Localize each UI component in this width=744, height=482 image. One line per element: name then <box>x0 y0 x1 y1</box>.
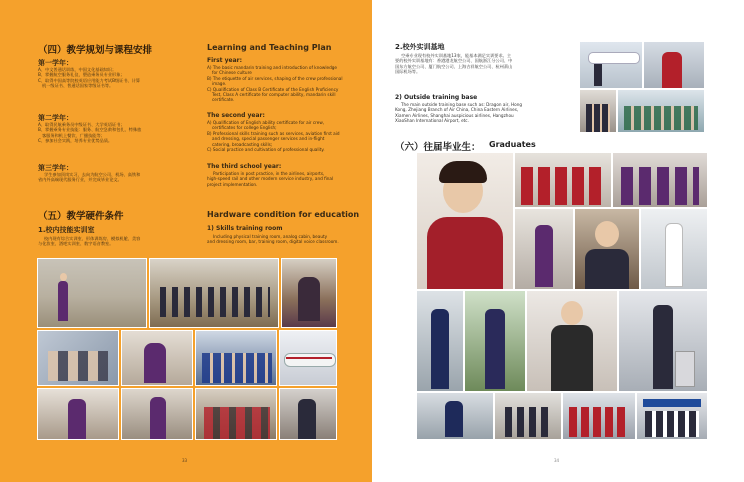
photo-graduate-terminal <box>641 209 707 289</box>
photo-graduates-purple <box>613 153 707 207</box>
page-number-right: 34 <box>554 458 560 463</box>
photo-graduate-portrait <box>417 153 513 289</box>
section5-title: （五）教学硬件条件 <box>38 211 124 222</box>
year1-text-cn: A、中文普通话训练，中国文化基础知识； B、掌握航空服务礼仪，塑造乘务员专业形象； C、取得中国高等院校英语应用能力考试B级证书、计算 机一级证书、普通话国家等级证书等。 <box>38 67 141 89</box>
base-text-cn: 空乘专业现有校外实训基地13家，能基本满足实训要求。主 要的校外实训基地有：香港港龙航空公司、国航浙江分公司、中 国东方航空公司、厦门航空公司、上海吉祥航空公司、杭州萧山 国际机场等。 <box>395 53 513 75</box>
graduates-title-en: Graduates <box>489 140 536 149</box>
base-text-en: The main outside training base such as: Dragon air, Hong Kong, Zhejiang Branch of Air China, China Eastern Airlines, Xiamen Airlines, Shanghai auspicious airlines, Hangzhou XiaoShan International Airport, etc. <box>395 102 523 124</box>
photo-trainees <box>580 90 616 132</box>
year1-title-en: First year: <box>207 57 243 64</box>
room-text-cn: 校内现有综合实训室、形体训练房、模拟机舱、美容 与化妆室、酒吧实训室、数字语音教室。 <box>38 236 141 247</box>
photo-graduate-cabin <box>515 209 573 289</box>
photo-students-class <box>37 330 119 386</box>
photo-makeup-lesson <box>281 258 337 328</box>
room-text-en: Including physical training room, analog cabin, beauty and dressing room, bar, training room, digital voice classroom. <box>207 234 339 245</box>
photo-graduate-trolley <box>619 291 707 391</box>
year3-text-cn: 学生参加顶岗实习，去向为航空公司、机场、高铁和 省内外高端现代服务行业，并完成毕业论文。 <box>38 172 141 183</box>
photo-graduate-desk <box>417 393 493 439</box>
photo-graduates-airline-red <box>563 393 635 439</box>
photo-instructor <box>279 388 337 440</box>
room-title-cn: 1.校内技能实训室 <box>38 226 95 234</box>
photo-aircraft-model <box>279 330 337 386</box>
graduates-title-cn: （六）往届毕业生： <box>395 142 481 153</box>
plan-title-en: Learning and Teaching Plan <box>207 43 332 52</box>
right-page <box>372 0 744 482</box>
photo-graduate-outdoor <box>465 291 525 391</box>
base-title-cn: 2.校外实训基地 <box>395 43 445 51</box>
photo-serving-drinks <box>37 388 119 440</box>
photo-graduate-smile <box>575 209 639 289</box>
year3-title-cn: 第三学年： <box>38 164 73 172</box>
photo-cabin-aisle <box>121 388 193 440</box>
year2-text-en: A) Qualification of English ability certificate for air crew, certificates for college English; B) Professional skills training such as services, aviation first aid and dressing, special passenger services and in-flight catering, broadcasting skills; C) Social practice and cultivation of professional quality. <box>207 120 340 153</box>
page-number-left: 33 <box>182 458 188 463</box>
photo-group-uniform <box>195 330 277 386</box>
base-title-en: 2) Outside training base <box>395 94 478 101</box>
year2-text-cn: A、取得民航乘务员中级证书、大学英语证书； B、掌握乘务专业技能：服务、航空急救和包扎、特殊旅 客服务和机上餐饮、广播技能等； C、参加社会实践，培养专业优势品质。 <box>38 122 142 144</box>
year3-text-en: Participation in post practice, in the airlines, airports, high-speed rail and other modern service industry, and final project implementation. <box>207 171 334 187</box>
photo-graduate-boarding <box>495 393 561 439</box>
year1-text-en: A) The basic mandarin training and introduction of knowledge for Chinese culture B) The etiquette of air services, shaping of the crew professional image. C) Qualification of Class B Certificate of the English Proficiency Test, Class A certificate for computer ability, mandarin skill certificate. <box>207 65 343 103</box>
year3-title-en: The third school year: <box>207 163 282 170</box>
photo-airport-group <box>618 90 704 132</box>
hardware-title-en: Hardware condition for education <box>207 210 360 219</box>
photo-cabin-service <box>121 330 193 386</box>
photo-training-line <box>149 258 279 328</box>
section4-title: （四）教学规划与课程安排 <box>38 45 153 56</box>
year2-title-en: The second year: <box>207 112 265 119</box>
room-title-en: 1) Skills training room <box>207 225 283 232</box>
photo-graduate-bag <box>527 291 617 391</box>
photo-graduates-red <box>515 153 611 207</box>
photo-aircraft-crew <box>580 42 642 88</box>
photo-makeup-room <box>37 258 147 328</box>
photo-airline-staff <box>644 42 704 88</box>
year2-title-cn: 第二学年： <box>38 114 73 122</box>
photo-graduate-aisle <box>417 291 463 391</box>
photo-graduates-counter <box>637 393 707 439</box>
year1-title-cn: 第一学年： <box>38 59 73 67</box>
photo-team-practice <box>195 388 277 440</box>
